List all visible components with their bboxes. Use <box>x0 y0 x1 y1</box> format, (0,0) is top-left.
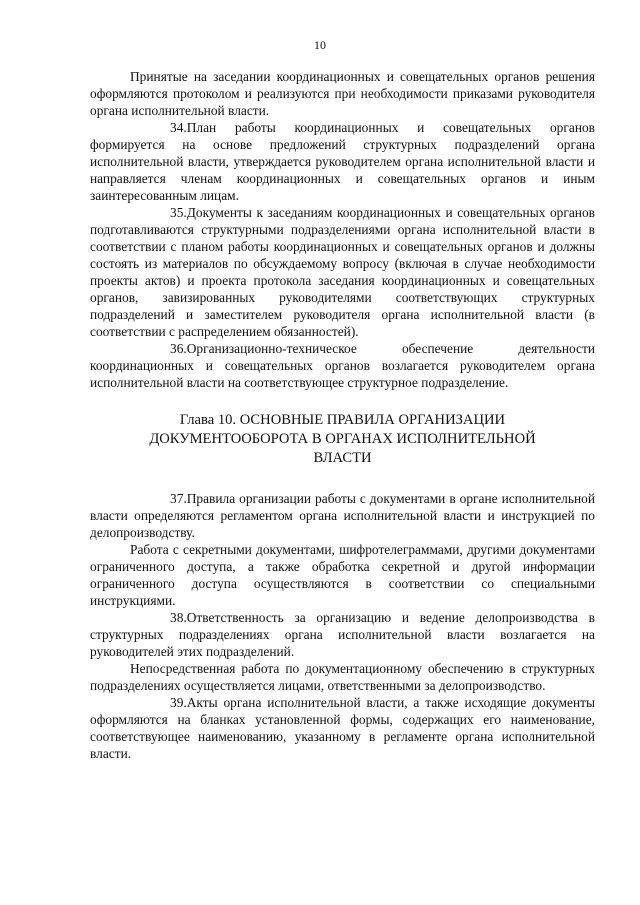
section-after-heading <box>90 490 595 762</box>
paragraph-text: Принятые на заседании координационных и совещательных органов решения оформляются протоколом и реализуются при необходимости приказами руководителя органа исполнительной власти. <box>90 69 595 118</box>
paragraph <box>90 541 595 609</box>
paragraph-39 <box>90 694 595 762</box>
paragraph-37 <box>90 490 595 541</box>
chapter-heading: Глава 10. ОСНОВНЫЕ ПРАВИЛА ОРГАНИЗАЦИИ ДОКУМЕНТООБОРОТА В ОРГАНАХ ИСПОЛНИТЕЛЬНОЙ ВЛАСТИ <box>149 412 536 466</box>
paragraph-text: Организационно-техническое обеспечение деятельности координационных и совещательных органов возлагается руководителем органа исполнительной власти на соответствующее структурное подразделение. <box>90 341 595 390</box>
paragraph-number: 38. <box>170 610 187 625</box>
paragraph <box>90 68 595 119</box>
paragraph-number: 36. <box>170 341 187 356</box>
paragraph-text: Правила организации работы с документами в органе исполнительной власти определяются регламентом органа исполнительной власти и инструкцией по делопроизводству. <box>90 491 595 540</box>
paragraph-text: Непосредственная работа по документационному обеспечению в структурных подразделениях осуществляется лицами, ответственными за делопроизводство. <box>90 661 595 693</box>
paragraph-34 <box>90 119 595 204</box>
paragraph-number: 39. <box>170 695 187 710</box>
paragraph-number: 35. <box>170 205 187 220</box>
paragraph-text: Работа с секретными документами, шифротелеграммами, другими документами ограниченного доступа, а также обработка секретной и другой информации ограниченного доступа осуществляются в соответствии со специальными инструкциями. <box>90 542 595 608</box>
paragraph <box>90 660 595 694</box>
section-before-heading <box>90 68 595 391</box>
paragraph-number: 37. <box>170 491 187 506</box>
paragraph-number: 34. <box>170 120 187 135</box>
page-number: 10 <box>314 38 326 52</box>
paragraph-text: План работы координационных и совещательных органов формируется на основе предложений структурных подразделений органа исполнительной власти, утверждается руководителем органа исполнительной власти и направляется членам координационных и совещательных органов и иным заинтересованным лицам. <box>90 120 595 203</box>
paragraph-36 <box>90 340 595 391</box>
paragraph-text: Ответственность за организацию и ведение делопроизводства в структурных подразделениях органа исполнительной власти возлагается на руководителей этих подразделений. <box>90 610 595 659</box>
paragraph-text: Документы к заседаниям координационных и совещательных органов подготавливаются структурными подразделениями органа исполнительной власти в соответствии с планом работы координационных и совещательных органов и должны состоять из материалов по обсуждаемому вопросу (включая в случае необходимости проекты актов) и проекта протокола заседания координационных и совещательных органов, завизированных руководителями соответствующих структурных подразделений и заместителем руководителя органа исполнительной власти (в соответствии с распределением обязанностей). <box>90 205 595 339</box>
paragraph-text: Акты органа исполнительной власти, а также исходящие документы оформляются на бланках установленной формы, содержащих его наименование, соответствующее наименованию, указанному в регламенте органа исполнительной власти. <box>90 695 595 761</box>
paragraph-38 <box>90 609 595 660</box>
paragraph-35 <box>90 204 595 340</box>
document-body <box>90 68 595 762</box>
